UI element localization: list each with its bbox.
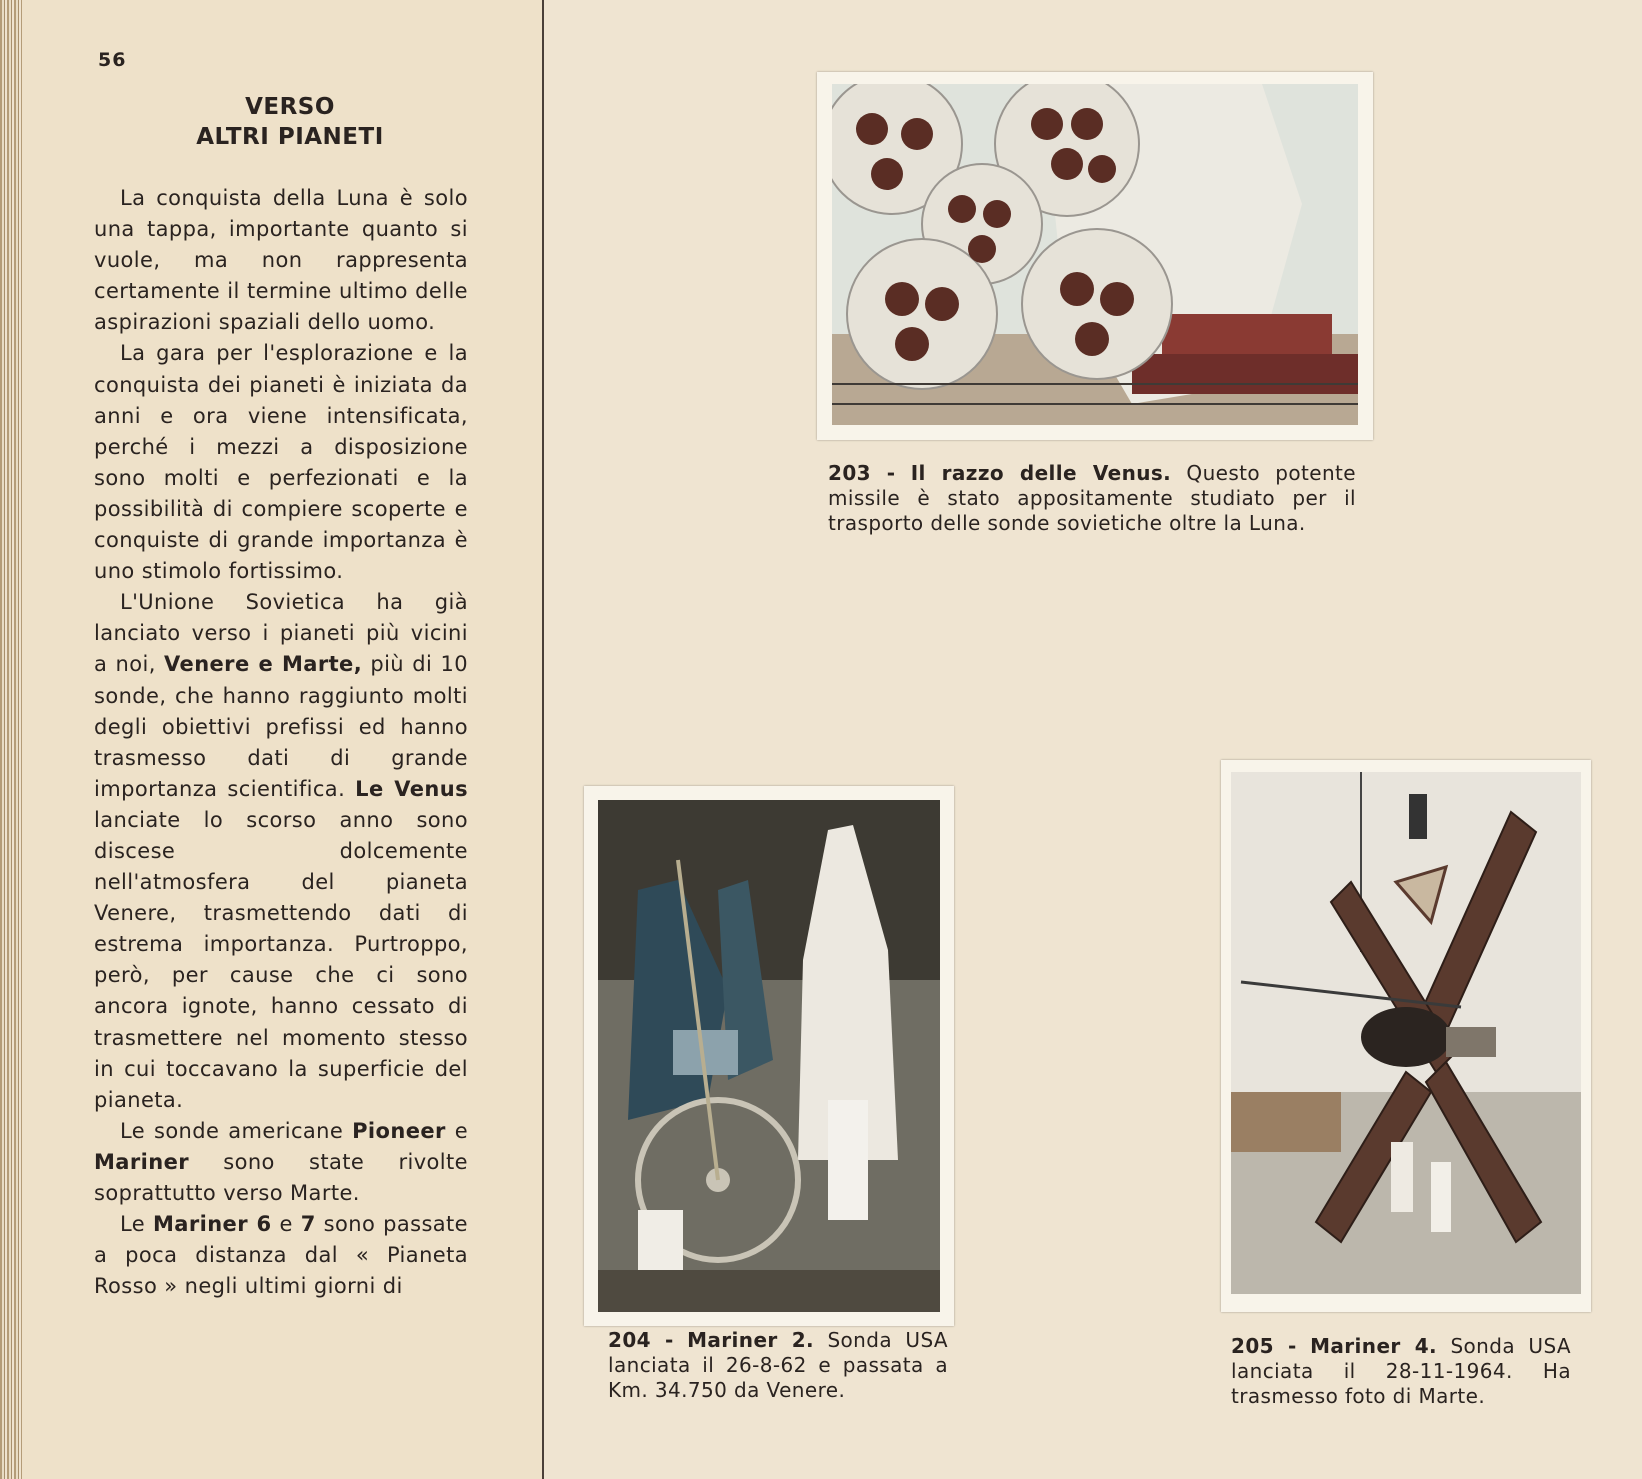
bold-term: Mariner 6 xyxy=(152,1212,272,1237)
card-204-caption xyxy=(608,1328,948,1403)
card-205-photo xyxy=(1221,760,1591,1312)
bold-term: Le Venus xyxy=(355,776,468,801)
book-page-edges xyxy=(0,0,22,1479)
title-line-2: ALTRI PIANETI xyxy=(196,124,384,150)
card-text: Questo potente missile è stato appositamente studiato per il trasporto delle sonde sovietiche oltre la Luna. xyxy=(828,461,1356,535)
paragraph-text: Le xyxy=(120,1212,146,1237)
card-number: 205 - xyxy=(1231,1334,1297,1358)
card-name: Mariner 2. xyxy=(687,1328,815,1352)
paragraph-text: L'Unione Sovietica ha già lanciato verso i pianeti più vicini a noi, xyxy=(94,590,468,677)
paragraph-text: e xyxy=(279,1212,293,1237)
paragraph-text: sono state rivolte soprattutto verso Marte. xyxy=(94,1149,468,1205)
paragraph-text: lanciate lo scorso anno sono discese dolcemente nell'atmosfera del pianeta Venere, trasmettendo dati di estrema importanza. Purtroppo, però, per cause che ci sono ancora ignote, hanno cessato di trasmettere nel momento stesso in cui toccavano la superficie del pianeta. xyxy=(94,807,468,1112)
bold-term: Mariner xyxy=(94,1149,189,1174)
card-name: Il razzo delle Venus. xyxy=(910,461,1172,485)
bold-term: 7 xyxy=(300,1212,316,1237)
bold-term: Pioneer xyxy=(352,1118,446,1143)
card-text: Sonda USA lanciata il 26-8-62 e passata a Km. 34.750 da Venere. xyxy=(608,1328,948,1402)
paragraph-text: più di 10 sonde, che hanno raggiunto molti degli obiettivi prefissi ed hanno trasmesso dati di grande importanza scientifica. xyxy=(94,652,469,801)
card-203-photo xyxy=(817,72,1373,440)
paragraph-text: sono passate a poca distanza dal « Pianeta Rosso » negli ultimi giorni di xyxy=(94,1212,469,1299)
article-body xyxy=(94,183,468,1302)
card-text: Sonda USA lanciata il 28-11-1964. Ha trasmesso foto di Marte. xyxy=(1231,1334,1571,1408)
card-204-photo xyxy=(584,786,954,1326)
mariner-4-illustration xyxy=(1231,772,1581,1294)
mariner-2-illustration xyxy=(598,800,940,1312)
rocket-illustration xyxy=(832,84,1358,425)
page-number: 56 xyxy=(98,49,127,71)
chapter-title xyxy=(140,92,440,152)
card-name: Mariner 4. xyxy=(1310,1334,1438,1358)
title-line-1: VERSO xyxy=(245,94,335,120)
paragraph-1: La conquista della Luna è solo una tappa, importante quanto si vuole, ma non rappresenta certamente il termine ultimo delle aspirazioni spaziali dello uomo. xyxy=(94,186,468,335)
paragraph-3 xyxy=(94,587,468,1116)
card-203-caption xyxy=(828,461,1356,536)
paragraph-4 xyxy=(94,1116,468,1209)
paragraph-5 xyxy=(94,1209,468,1302)
card-205-caption xyxy=(1231,1334,1571,1409)
card-number: 203 - xyxy=(828,461,896,485)
bold-term: Venere e Marte, xyxy=(164,652,363,677)
paragraph-2: La gara per l'esplorazione e la conquista dei pianeti è iniziata da anni e ora viene intensificata, perché i mezzi a disposizione sono molti e perfezionati e la possibilità di compiere scoperte e conquiste di grande importanza è uno stimolo fortissimo. xyxy=(94,341,468,584)
card-number: 204 - xyxy=(608,1328,674,1352)
page-gutter-line xyxy=(542,0,544,1479)
paragraph-text: Le sonde americane xyxy=(120,1118,344,1143)
paragraph-text: e xyxy=(454,1118,469,1143)
